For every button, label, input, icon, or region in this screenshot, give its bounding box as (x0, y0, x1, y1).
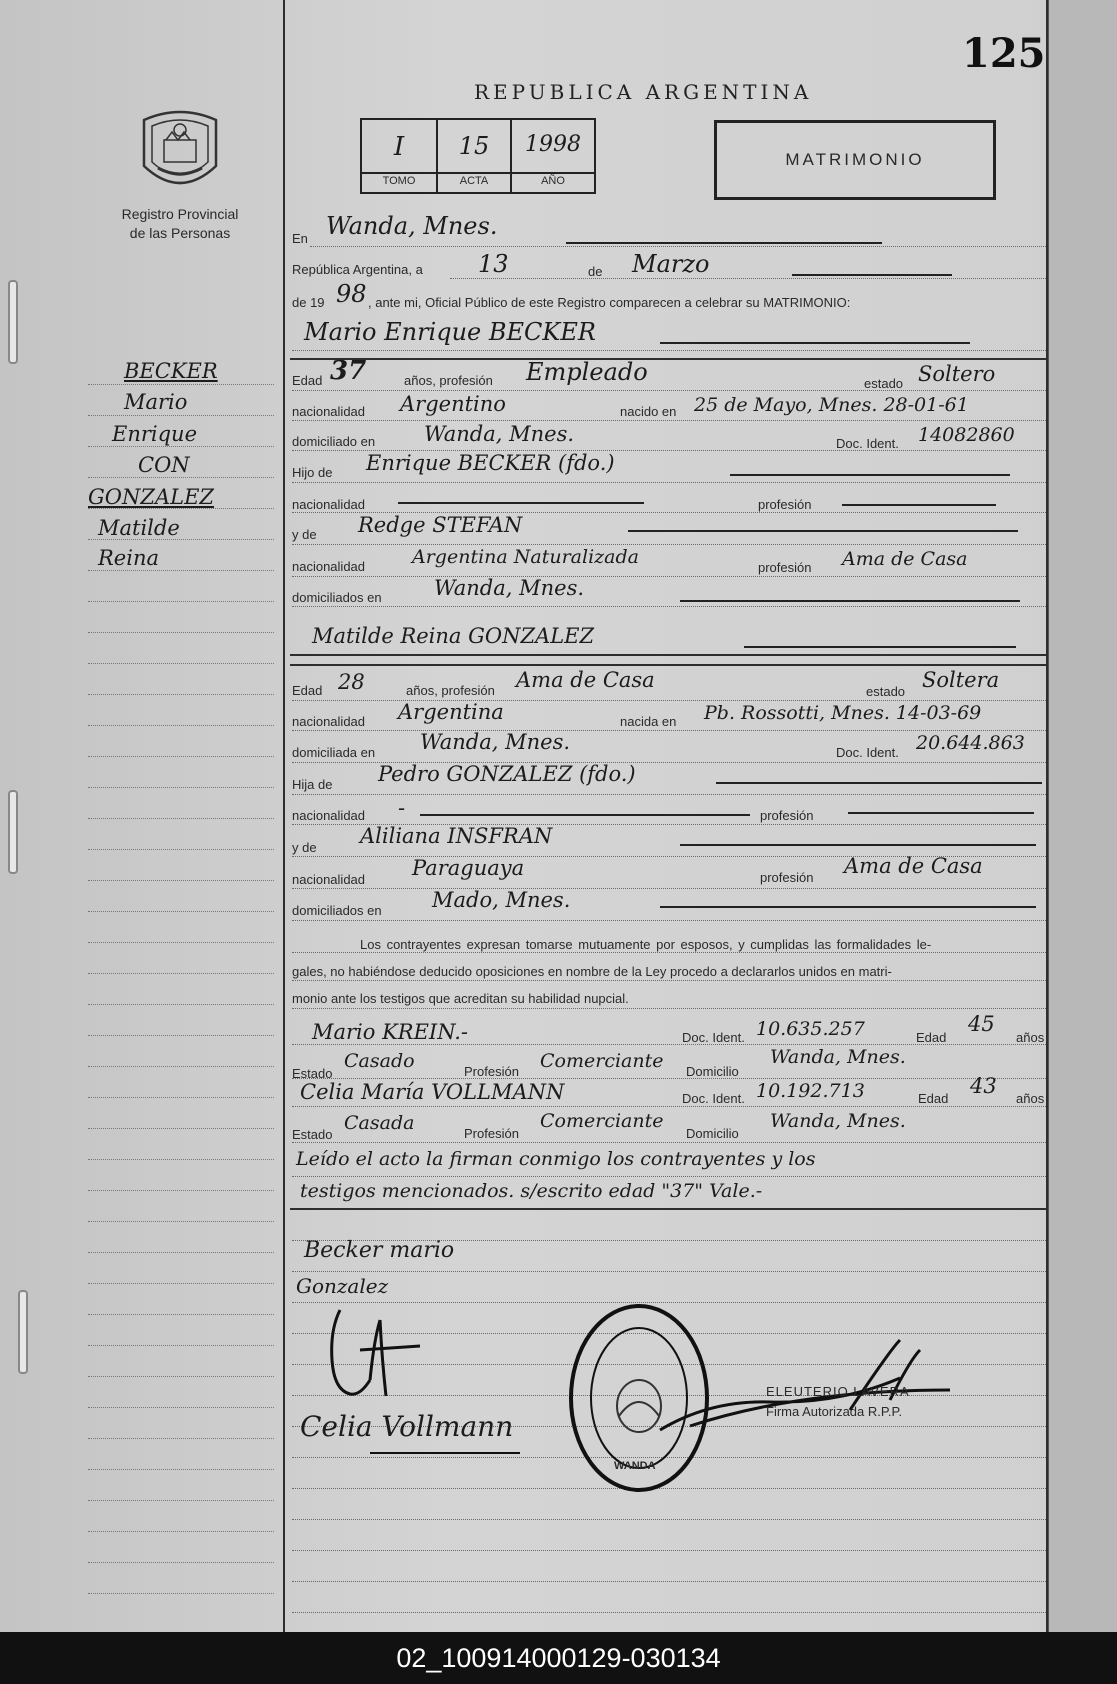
bride-father-nationality: - (398, 796, 406, 820)
groom-father: Enrique BECKER (fdo.) (366, 451, 615, 475)
witness1-prof-label: Profesión (464, 1064, 519, 1079)
body-ruled-line (292, 1271, 1046, 1272)
signature-underline (370, 1452, 520, 1454)
margin-ruled-line (88, 1004, 274, 1005)
witness2-domicile: Wanda, Mnes. (770, 1110, 906, 1132)
scan-id-footer: 02_100914000129-030134 (0, 1632, 1117, 1684)
bride-profession: Ama de Casa (516, 668, 655, 692)
groom-nacido-label: nacido en (620, 404, 677, 419)
margin-ruled-line (88, 1283, 274, 1284)
bride-parents-domicile: Mado, Mnes. (432, 888, 571, 912)
witness1-doc-label: Doc. Ident. (682, 1030, 745, 1045)
bride-hija-label: Hija de (292, 777, 333, 792)
signature-gonzalez: Gonzalez (296, 1274, 389, 1298)
bride-name: Matilde Reina GONZALEZ (312, 624, 595, 648)
margin-ruled-line (88, 1376, 274, 1377)
bride-mother-profession: Ama de Casa (844, 854, 983, 878)
en-label: En (292, 231, 308, 246)
bride-doc-label: Doc. Ident. (836, 745, 899, 760)
margin-note-surname2: GONZALEZ (88, 485, 214, 509)
declaration-line-1: Los contrayentes expresan tomarse mutuamente por esposos, y cumplidas las formalidades le- (360, 937, 932, 952)
margin-ruled-line (88, 1190, 274, 1191)
margin-ruled-line (88, 570, 274, 571)
groom-birth: 25 de Mayo, Mnes. 28-01-61 (694, 394, 969, 416)
provincial-seal-icon (138, 108, 222, 198)
margin-ruled-line (88, 446, 274, 447)
witness1-name: Mario KREIN.- (312, 1020, 469, 1044)
official-title: Firma Autorizada R.P.P. (766, 1404, 903, 1419)
witness2-prof-label: Profesión (464, 1126, 519, 1141)
groom-father-prof-label: profesión (758, 497, 812, 512)
groom-name: Mario Enrique BECKER (304, 318, 596, 346)
witness2-doc-label: Doc. Ident. (682, 1091, 745, 1106)
margin-ruled-line (88, 911, 274, 912)
tomo-value: I (393, 132, 405, 162)
bride-mother-nationality: Paraguaya (412, 856, 525, 880)
witness1-anos-label: años (1016, 1030, 1045, 1045)
margin-ruled-line (88, 694, 274, 695)
signature-vollmann: Celia Vollmann (300, 1410, 514, 1443)
margin-note-bride1: Matilde (98, 516, 180, 540)
witness2-dom-label: Domicilio (686, 1126, 739, 1141)
ante-text: , ante mi, Oficial Público de este Registro comparecen a celebrar su MATRIMONIO: (368, 295, 851, 310)
groom-estado-label: estado (864, 376, 904, 391)
margin-ruled-line (88, 1562, 274, 1563)
groom-edad-label: Edad (292, 373, 323, 388)
witness2-estado: Casada (344, 1112, 415, 1134)
bride-father: Pedro GONZALEZ (fdo.) (378, 762, 636, 786)
margin-ruled-line (88, 415, 274, 416)
page-edge (1047, 0, 1117, 1632)
bride-father-nac-label: nacionalidad (292, 808, 366, 823)
margin-divider (283, 0, 285, 1632)
witness2-profession: Comerciante (540, 1110, 664, 1132)
margin-ruled-line (88, 818, 274, 819)
witness1-estado-label: Estado (292, 1066, 333, 1081)
margin-ruled-line (88, 1097, 274, 1098)
margin-ruled-line (88, 384, 274, 385)
declaration-line-3: monio ante los testigos que acreditan su habilidad nupcial. (292, 991, 629, 1006)
groom-age: 37 (330, 356, 367, 386)
page-number: 125 (962, 30, 1046, 77)
witness2-estado-label: Estado (292, 1127, 333, 1142)
bride-edad-label: Edad (292, 683, 323, 698)
margin-ruled-line (88, 1035, 274, 1036)
margin-ruled-line (88, 725, 274, 726)
bride-nac-label: nacionalidad (292, 714, 366, 729)
witness2-doc: 10.192.713 (756, 1080, 865, 1102)
groom-doc-label: Doc. Ident. (836, 436, 899, 451)
margin-note-bride2: Reina (98, 546, 160, 570)
acta-label: ACTA (459, 175, 489, 187)
groom-mother: Redge STEFAN (358, 513, 523, 537)
ano-value: 1998 (525, 132, 581, 157)
margin-ruled-line (88, 787, 274, 788)
act-type: MATRIMONIO (785, 150, 925, 169)
margin-ruled-line (88, 1252, 274, 1253)
margin-note-second: Enrique (112, 422, 198, 446)
bride-father-prof-label: profesión (760, 808, 814, 823)
witness2-age: 43 (970, 1074, 997, 1098)
registry-line-2: de las Personas (129, 225, 231, 241)
bride-birth: Pb. Rossotti, Mnes. 14-03-69 (704, 702, 982, 724)
margin-note-con: CON (138, 453, 190, 477)
bride-yde-label: y de (292, 840, 317, 855)
signature-krein-icon (310, 1300, 430, 1410)
bride-estado-label: estado (866, 684, 906, 699)
margin-ruled-line (88, 1128, 274, 1129)
binding-hole-middle (8, 790, 18, 874)
place: Wanda, Mnes. (326, 212, 498, 240)
groom-nac-label: nacionalidad (292, 404, 366, 419)
margin-ruled-line (88, 1438, 274, 1439)
margin-ruled-line (88, 477, 274, 478)
margin-note-surname: BECKER (124, 359, 218, 383)
stamp-bottom-text: WANDA (614, 1460, 656, 1472)
witness1-age: 45 (968, 1012, 995, 1036)
bride-mother-nac-label: nacionalidad (292, 872, 366, 887)
body-ruled-line (292, 1581, 1046, 1582)
margin-ruled-line (88, 1407, 274, 1408)
republica-label: República Argentina, a (292, 262, 423, 277)
bride-dom-label: domiciliada en (292, 745, 376, 760)
margin-ruled-line (88, 1066, 274, 1067)
body-ruled-line (292, 1519, 1046, 1520)
margin-ruled-line (88, 880, 274, 881)
country-heading: REPUBLICA ARGENTINA (474, 80, 813, 104)
groom-profession: Empleado (526, 358, 648, 386)
margin-ruled-line (88, 1531, 274, 1532)
bride-mother: Aliliana INSFRAN (360, 824, 553, 848)
witness2-name: Celia María VOLLMANN (300, 1080, 565, 1104)
groom-father-nac-label: nacionalidad (292, 497, 366, 512)
signature-becker: Becker mario (304, 1238, 455, 1263)
month: Marzo (632, 250, 710, 278)
groom-hijo-label: Hijo de (292, 465, 333, 480)
groom-parents-dom-label: domiciliados en (292, 590, 382, 605)
groom-mother-prof-label: profesión (758, 560, 812, 575)
closing-note-line-2: testigos mencionados. s/escrito edad "37" Vale.- (300, 1180, 763, 1202)
margin-ruled-line (88, 1221, 274, 1222)
witness2-edad-label: Edad (918, 1091, 949, 1106)
margin-ruled-line (88, 601, 274, 602)
groom-anos-profesion-label: años, profesión (404, 373, 493, 388)
margin-ruled-line (88, 1314, 274, 1315)
groom-dom-label: domiciliado en (292, 434, 376, 449)
bride-nacida-label: nacida en (620, 714, 677, 729)
witness1-estado: Casado (344, 1050, 415, 1072)
year-suffix: 98 (336, 280, 367, 308)
acta-value: 15 (458, 132, 490, 160)
witness1-profession: Comerciante (540, 1050, 664, 1072)
groom-estado: Soltero (918, 362, 996, 386)
margin-ruled-line (88, 1159, 274, 1160)
bride-mother-prof-label: profesión (760, 870, 814, 885)
groom-yde-label: y de (292, 527, 317, 542)
bride-estado: Soltera (922, 668, 1000, 692)
margin-ruled-line (88, 849, 274, 850)
day: 13 (478, 250, 509, 278)
margin-ruled-line (88, 942, 274, 943)
right-border (1046, 0, 1048, 1632)
body-ruled-line (292, 1612, 1046, 1613)
margin-ruled-line (88, 1469, 274, 1470)
groom-mother-nationality: Argentina Naturalizada (412, 546, 639, 568)
margin-ruled-line (88, 756, 274, 757)
binding-hole-top (8, 280, 18, 364)
de-label: de (588, 264, 603, 279)
tomo-label: TOMO (382, 175, 416, 187)
groom-mother-nac-label: nacionalidad (292, 559, 366, 574)
margin-note-first: Mario (124, 390, 188, 414)
witness1-dom-label: Domicilio (686, 1064, 739, 1079)
witness1-domicile: Wanda, Mnes. (770, 1046, 906, 1068)
bride-age: 28 (338, 670, 365, 694)
bride-parents-dom-label: domiciliados en (292, 903, 382, 918)
declaration-line-2: gales, no habiéndose deducido oposiciones en nombre de la Ley procedo a declararlos unidos en matri- (292, 964, 892, 979)
year-prefix: de 19 (292, 295, 325, 310)
margin-ruled-line (88, 632, 274, 633)
registry-line-1: Registro Provincial (121, 206, 239, 222)
groom-mother-profession: Ama de Casa (842, 548, 968, 570)
act-type-box (714, 120, 996, 200)
groom-parents-domicile: Wanda, Mnes. (434, 576, 585, 600)
body-ruled-line (292, 1550, 1046, 1551)
official-name: ELEUTERIO LAVERA (766, 1384, 910, 1399)
witness1-doc: 10.635.257 (756, 1018, 865, 1040)
binding-hole-bottom (18, 1290, 28, 1374)
margin-ruled-line (88, 663, 274, 664)
bride-domicile: Wanda, Mnes. (420, 730, 571, 754)
bride-doc: 20.644.863 (916, 732, 1025, 754)
witness1-edad-label: Edad (916, 1030, 947, 1045)
tomo-acta-ano-box (360, 118, 596, 194)
margin-ruled-line (88, 973, 274, 974)
margin-ruled-line (88, 1593, 274, 1594)
ano-label: AÑO (541, 175, 565, 187)
bride-nationality: Argentina (398, 700, 504, 724)
groom-domicile: Wanda, Mnes. (424, 422, 575, 446)
groom-doc: 14082860 (918, 424, 1015, 446)
bride-anos-profesion-label: años, profesión (406, 683, 495, 698)
groom-nationality: Argentino (400, 392, 506, 416)
closing-note-line-1: Leído el acto la firman conmigo los contrayentes y los (296, 1148, 816, 1170)
witness2-anos-label: años (1016, 1091, 1045, 1106)
margin-ruled-line (88, 1345, 274, 1346)
margin-ruled-line (88, 1500, 274, 1501)
